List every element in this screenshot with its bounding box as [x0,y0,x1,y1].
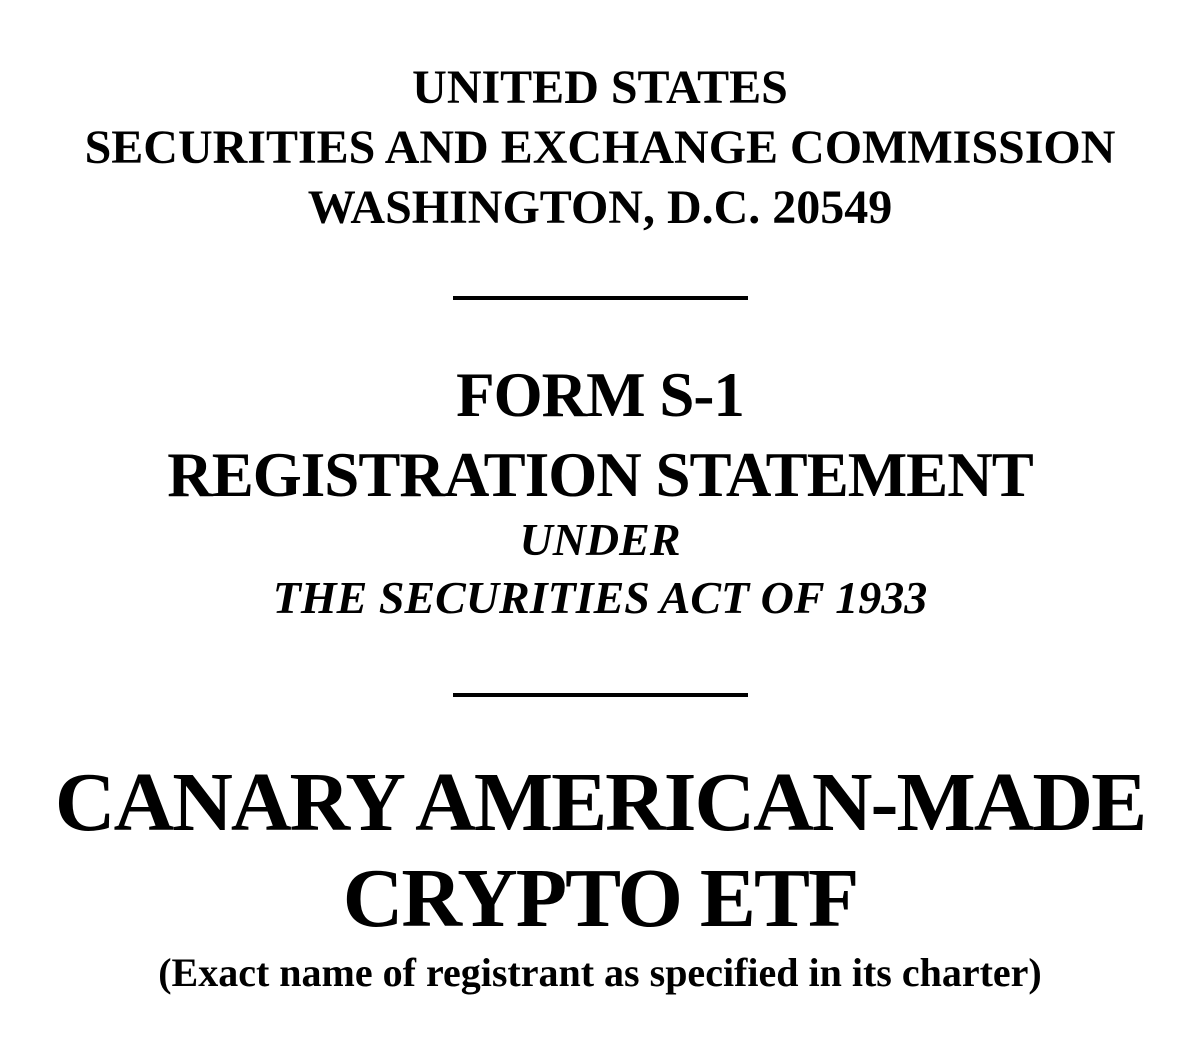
agency-header-united-states: UNITED STATES [412,61,788,114]
form-under-label: UNDER [519,514,681,565]
registrant-caption: (Exact name of registrant as specified in its charter) [158,950,1042,995]
registrant-name-line2: CRYPTO ETF [342,852,858,945]
section-divider-bottom [453,693,748,697]
form-title-form-s1: FORM S-1 [456,360,744,430]
form-under-act [0,511,1200,627]
form-title [0,355,1200,515]
registrant-name-line1: CANARY AMERICAN-MADE [54,756,1146,849]
form-under-securities-act: THE SECURITIES ACT OF 1933 [272,572,928,623]
registrant-name [0,755,1200,947]
agency-header-sec: SECURITIES AND EXCHANGE COMMISSION [84,121,1116,174]
section-divider-top [453,296,748,300]
agency-header [0,0,1200,238]
agency-header-address: WASHINGTON, D.C. 20549 [307,181,893,234]
form-title-registration-statement: REGISTRATION STATEMENT [167,440,1033,510]
